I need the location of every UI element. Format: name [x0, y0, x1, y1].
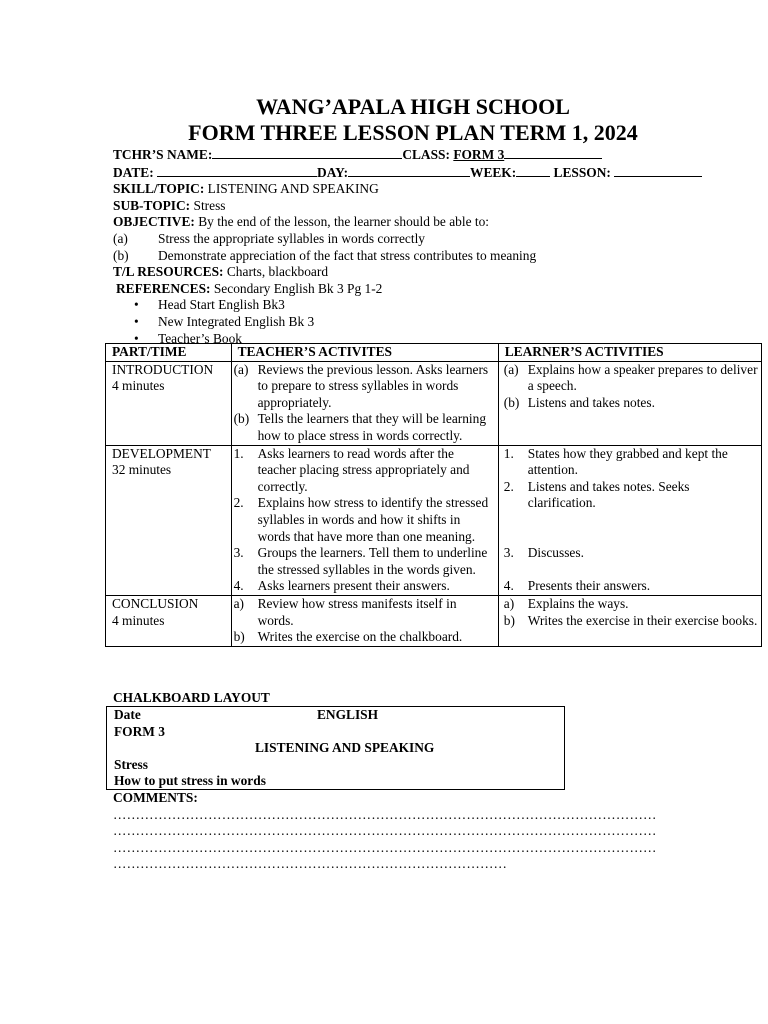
- item-text: Listens and takes notes. Seeks clarification.: [527, 478, 690, 511]
- item-marker: 2.: [503, 478, 514, 494]
- list-item: [234, 629, 495, 646]
- learner-cell: [498, 595, 761, 646]
- item-text: Writes the exercise on the chalkboard.: [257, 629, 463, 645]
- comment-line: …………………………………………………………………………………………………………: [113, 806, 657, 822]
- references-value: Secondary English Bk 3 Pg 1-2: [213, 280, 383, 296]
- objective-row: [113, 214, 723, 231]
- skill-row: [113, 181, 723, 198]
- list-item: [234, 545, 495, 578]
- objective-item: [113, 248, 723, 265]
- item-marker: 1.: [233, 445, 244, 461]
- list-item: [234, 362, 495, 412]
- lesson-table: [105, 343, 762, 647]
- chalkboard-line: [107, 740, 564, 757]
- date-blank: [157, 164, 317, 177]
- reference-item: • New Integrated English Bk 3: [158, 314, 723, 331]
- subtopic-value: Stress: [193, 197, 226, 213]
- teacher-cell: [231, 445, 498, 595]
- list-item: [504, 545, 758, 562]
- item-marker: 3.: [233, 545, 244, 561]
- school-name: WANG’APALA HIGH SCHOOL: [256, 94, 570, 119]
- table-row-introduction: [106, 361, 762, 445]
- part-time: 32 minutes: [112, 462, 172, 478]
- learner-cell: [498, 445, 761, 595]
- date-label: DATE:: [113, 164, 154, 180]
- class-value: FORM 3: [453, 147, 505, 162]
- objective-text: Stress the appropriate syllables in words correctly: [158, 230, 425, 246]
- resources-value: Charts, blackboard: [226, 264, 329, 280]
- chalkboard-label: CHALKBOARD LAYOUT: [113, 690, 270, 705]
- item-marker: a): [503, 595, 515, 611]
- item-marker: 1.: [503, 445, 514, 461]
- chalkboard-topic: LISTENING AND SPEAKING: [255, 740, 435, 756]
- list-item: [504, 578, 758, 595]
- part-time: 4 minutes: [112, 378, 165, 394]
- part-time: 4 minutes: [112, 612, 165, 628]
- objective-label: OBJECTIVE:: [113, 214, 195, 230]
- teacher-cell: [231, 361, 498, 445]
- subtopic-row: [113, 198, 723, 215]
- resources-label: T/L RESOURCES:: [113, 264, 224, 280]
- comments-label: COMMENTS:: [113, 790, 198, 805]
- resources-row: [113, 264, 723, 281]
- subtopic-label: SUB-TOPIC:: [113, 197, 191, 213]
- chalkboard-line: [107, 707, 564, 724]
- objective-item: [113, 231, 723, 248]
- item-text: Asks learners to read words after the teacher placing stress appropriately and correctly.: [257, 445, 470, 494]
- list-item: [504, 479, 758, 512]
- item-marker: (b): [503, 394, 520, 410]
- item-text: Listens and takes notes.: [527, 394, 655, 410]
- header-learner-activities: LEARNER’S ACTIVITIES: [498, 344, 761, 362]
- header-teacher-activities: TEACHER’S ACTIVITES: [231, 344, 498, 362]
- lesson-blank: [614, 164, 702, 177]
- chalkboard-subject: ENGLISH: [317, 707, 379, 722]
- list-item: [234, 578, 495, 595]
- lesson-label: LESSON:: [553, 164, 611, 180]
- skill-value: LISTENING AND SPEAKING: [207, 181, 379, 197]
- objective-value: By the end of the lesson, the learner should be able to:: [198, 214, 490, 230]
- item-text: Presents their answers.: [527, 577, 651, 593]
- part-cell: [106, 595, 232, 646]
- item-text: Discusses.: [527, 544, 584, 560]
- item-marker: 3.: [503, 544, 514, 560]
- teacher-cell: [231, 595, 498, 646]
- item-text: States how they grabbed and kept the attention.: [527, 445, 728, 478]
- list-item: [504, 446, 758, 479]
- week-blank: [516, 164, 550, 177]
- item-marker: 2.: [233, 495, 244, 511]
- teacher-name-blank: [212, 146, 402, 159]
- chalkboard-form: FORM 3: [114, 723, 165, 739]
- objective-marker: (b): [113, 247, 129, 263]
- reference-item: • Head Start English Bk3: [158, 297, 723, 314]
- day-label: DAY:: [317, 164, 349, 180]
- chalkboard-layout-box: [106, 706, 565, 790]
- date-row: [113, 164, 723, 182]
- item-text: Explains how a speaker prepares to deliver a speech.: [527, 361, 758, 394]
- item-text: Review how stress manifests itself in words.: [257, 595, 457, 628]
- comment-line: …………………………………………………………………………………………………………: [113, 823, 657, 839]
- part-cell: [106, 445, 232, 595]
- item-marker: b): [233, 629, 245, 645]
- table-row-development: [106, 445, 762, 595]
- list-item: [234, 446, 495, 496]
- day-blank: [348, 164, 470, 177]
- item-text: Explains how stress to identify the stressed syllables in words and how it shifts in words that have more than one meaning.: [257, 495, 489, 544]
- list-item: [234, 596, 495, 629]
- plan-title: FORM THREE LESSON PLAN TERM 1, 2024: [188, 120, 638, 145]
- references-row: [113, 281, 723, 298]
- list-item: [234, 411, 495, 444]
- table-header-row: [106, 344, 762, 362]
- list-item: [234, 495, 495, 545]
- class-blank: [504, 146, 602, 159]
- chalkboard-focus: How to put stress in words: [114, 773, 266, 789]
- item-marker: (a): [233, 361, 249, 377]
- list-item: [504, 596, 758, 613]
- chalkboard-date: Date: [114, 707, 141, 722]
- references-list: [113, 297, 723, 347]
- item-text: Writes the exercise in their exercise books.: [527, 612, 758, 628]
- objective-marker: (a): [113, 230, 128, 246]
- spacer: [504, 562, 758, 578]
- part-name: INTRODUCTION: [112, 361, 214, 377]
- list-item: [504, 362, 758, 395]
- teacher-class-row: [113, 146, 723, 164]
- spacer: [504, 512, 758, 545]
- class-label: CLASS:: [402, 147, 450, 162]
- item-marker: a): [233, 595, 244, 611]
- objective-text: Demonstrate appreciation of the fact that stress contributes to meaning: [158, 247, 537, 263]
- comment-line: …………………………………………………………………………………………………………: [113, 839, 657, 855]
- item-marker: 4.: [503, 577, 514, 593]
- item-text: Reviews the previous lesson. Asks learners to prepare to stress syllables in words appropriately.: [257, 361, 489, 410]
- lesson-plan-page: [113, 94, 723, 347]
- part-cell: [106, 361, 232, 445]
- learner-cell: [498, 361, 761, 445]
- header-part-time: PART/TIME: [106, 344, 232, 362]
- week-label: WEEK:: [470, 164, 517, 180]
- teacher-label: TCHR’S NAME:: [113, 147, 213, 162]
- item-marker: (b): [233, 411, 250, 427]
- item-text: Groups the learners. Tell them to underline the stressed syllables in the words given.: [257, 545, 488, 577]
- part-name: DEVELOPMENT: [112, 445, 211, 461]
- item-text: Tells the learners that they will be learning how to place stress in words correctly.: [257, 411, 487, 443]
- skill-label: SKILL/TOPIC:: [113, 181, 205, 197]
- comments-section: [113, 790, 723, 873]
- item-marker: b): [503, 612, 515, 628]
- item-text: Asks learners present their answers.: [257, 578, 450, 594]
- part-name: CONCLUSION: [112, 595, 199, 611]
- list-item: [504, 613, 758, 630]
- list-item: [504, 395, 758, 412]
- table-row-conclusion: [106, 595, 762, 646]
- chalkboard-subtopic: Stress: [114, 756, 148, 772]
- comment-line: ……………………………………………………………………………: [113, 856, 508, 872]
- item-marker: (a): [503, 361, 519, 377]
- chalkboard-section: [113, 690, 723, 707]
- item-text: Explains the ways.: [527, 595, 629, 611]
- item-marker: 4.: [233, 578, 244, 594]
- reference-item: • Teacher’s Book: [158, 331, 723, 348]
- references-label: REFERENCES:: [116, 280, 211, 296]
